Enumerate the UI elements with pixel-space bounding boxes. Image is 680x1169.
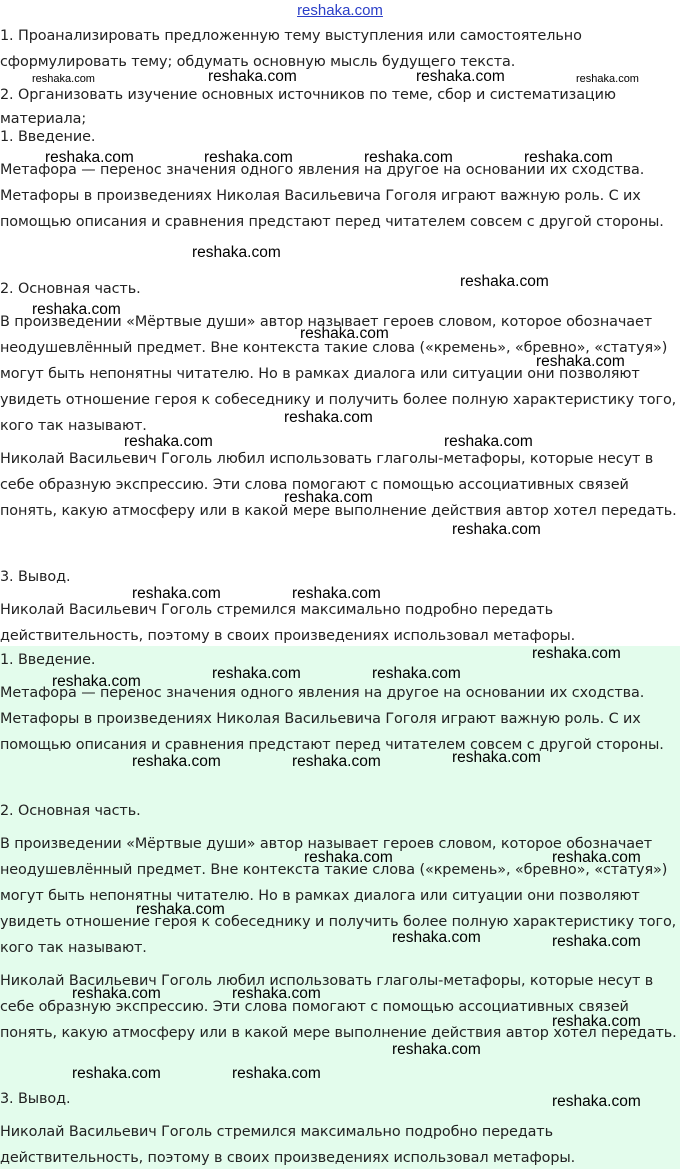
- watermark: reshaka.com: [452, 749, 541, 766]
- watermark: reshaka.com: [524, 149, 613, 166]
- text-line: В произведении «Мёртвые души» автор называет героев словом, которое обозначает: [0, 314, 653, 330]
- text-line: 3. Вывод.: [0, 569, 71, 585]
- text-line: неодушевлённый предмет. Вне контекста такие слова («кремень», «бревно», «статуя»): [0, 862, 668, 878]
- watermark: reshaka.com: [284, 409, 373, 426]
- text-line: понять, какую атмосферу или в какой мере выполнение действия автор хотел передать.: [0, 1025, 677, 1041]
- watermark: reshaka.com: [576, 73, 639, 85]
- watermark: reshaka.com: [45, 149, 134, 166]
- text-line: 1. Проанализировать предложенную тему выступления или самостоятельно: [0, 28, 582, 44]
- watermark: reshaka.com: [536, 353, 625, 370]
- text-line: 3. Вывод.: [0, 1091, 71, 1107]
- text-line: помощью описания и сравнения предстают перед читателем совсем с другой стороны.: [0, 214, 664, 230]
- watermark: reshaka.com: [284, 489, 373, 506]
- watermark: reshaka.com: [124, 433, 213, 450]
- watermark: reshaka.com: [136, 901, 225, 918]
- site-link[interactable]: reshaka.com: [297, 2, 383, 19]
- watermark: reshaka.com: [232, 1065, 321, 1082]
- watermark: reshaka.com: [212, 665, 301, 682]
- text-line: увидеть отношение героя к собеседнику и получить более полную характеристику того,: [0, 392, 677, 408]
- watermark: reshaka.com: [132, 585, 221, 602]
- watermark: reshaka.com: [552, 933, 641, 950]
- text-line: Метафора — перенос значения одного явления на другое на основании их сходства.: [0, 162, 645, 178]
- text-line: 2. Основная часть.: [0, 281, 141, 297]
- watermark: reshaka.com: [292, 585, 381, 602]
- watermark: reshaka.com: [32, 301, 121, 318]
- watermark: reshaka.com: [460, 273, 549, 290]
- text-line: 2. Организовать изучение основных источников по теме, сбор и систематизацию: [0, 87, 616, 103]
- watermark: reshaka.com: [552, 1013, 641, 1030]
- watermark: reshaka.com: [416, 68, 505, 85]
- text-line: себе образную экспрессию. Эти слова помогают с помощью ассоциативных связей: [0, 477, 629, 493]
- watermark: reshaka.com: [72, 985, 161, 1002]
- text-line: помощью описания и сравнения предстают перед читателем совсем с другой стороны.: [0, 737, 664, 753]
- text-line: кого так называют.: [0, 418, 147, 434]
- watermark: reshaka.com: [52, 673, 141, 690]
- text-line: действительность, поэтому в своих произведениях использовал метафоры.: [0, 1150, 576, 1166]
- watermark: reshaka.com: [132, 753, 221, 770]
- watermark: reshaka.com: [72, 1065, 161, 1082]
- text-line: неодушевлённый предмет. Вне контекста такие слова («кремень», «бревно», «статуя»): [0, 340, 668, 356]
- text-line: Николай Васильевич Гоголь любил использовать глаголы-метафоры, которые несут в: [0, 451, 654, 467]
- text-line: увидеть отношение героя к собеседнику и получить более полную характеристику того,: [0, 914, 677, 930]
- watermark: reshaka.com: [300, 325, 389, 342]
- watermark: reshaka.com: [208, 68, 297, 85]
- text-line: 1. Введение.: [0, 129, 96, 145]
- watermark: reshaka.com: [552, 849, 641, 866]
- watermark: reshaka.com: [552, 1093, 641, 1110]
- watermark: reshaka.com: [192, 244, 281, 261]
- text-line: Метафора — перенос значения одного явления на другое на основании их сходства.: [0, 685, 645, 701]
- text-line: Метафоры в произведениях Николая Васильевича Гоголя играют важную роль. С их: [0, 711, 641, 727]
- text-line: могут быть непонятны читателю. Но в рамках диалога или ситуации они позволяют: [0, 366, 640, 382]
- text-line: 1. Введение.: [0, 652, 96, 668]
- watermark: reshaka.com: [392, 929, 481, 946]
- text-line: 2. Основная часть.: [0, 803, 141, 819]
- watermark: reshaka.com: [232, 985, 321, 1002]
- text-line: Николай Васильевич Гоголь стремился максимально подробно передать: [0, 1124, 553, 1140]
- text-line: Метафоры в произведениях Николая Васильевича Гоголя играют важную роль. С их: [0, 188, 641, 204]
- watermark: reshaka.com: [444, 433, 533, 450]
- text-line: Николай Васильевич Гоголь любил использовать глаголы-метафоры, которые несут в: [0, 973, 654, 989]
- text-line: действительность, поэтому в своих произведениях использовал метафоры.: [0, 628, 576, 644]
- watermark: reshaka.com: [532, 645, 621, 662]
- watermark: reshaka.com: [304, 849, 393, 866]
- watermark: reshaka.com: [452, 521, 541, 538]
- text-line: понять, какую атмосферу или в какой мере выполнение действия автор хотел передать.: [0, 503, 677, 519]
- text-line: Николай Васильевич Гоголь стремился максимально подробно передать: [0, 602, 553, 618]
- text-line: кого так называют.: [0, 940, 147, 956]
- watermark: reshaka.com: [372, 665, 461, 682]
- watermark: reshaka.com: [32, 73, 95, 85]
- text-line: могут быть непонятны читателю. Но в рамках диалога или ситуации они позволяют: [0, 888, 640, 904]
- watermark: reshaka.com: [292, 753, 381, 770]
- text-line: сформулировать тему; обдумать основную мысль будущего текста.: [0, 54, 516, 70]
- watermark: reshaka.com: [204, 149, 293, 166]
- watermark: reshaka.com: [392, 1041, 481, 1058]
- text-line: материала;: [0, 111, 87, 127]
- text-line: себе образную экспрессию. Эти слова помогают с помощью ассоциативных связей: [0, 999, 629, 1015]
- watermark: reshaka.com: [364, 149, 453, 166]
- text-line: В произведении «Мёртвые души» автор называет героев словом, которое обозначает: [0, 836, 653, 852]
